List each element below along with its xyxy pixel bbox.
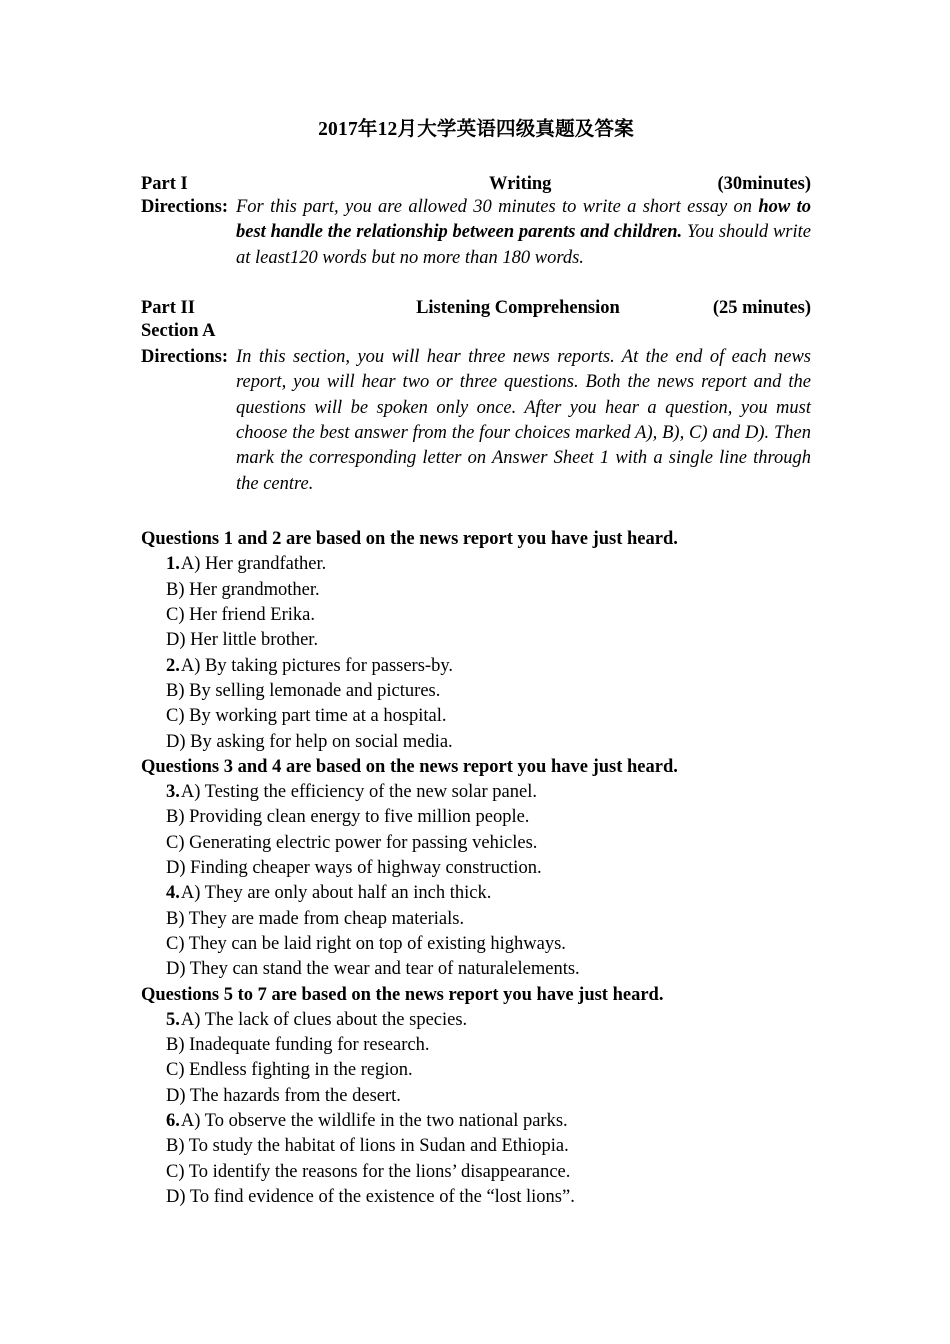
- question-number: 3.: [166, 782, 180, 803]
- question-number: 2.: [166, 655, 180, 676]
- question-item: [141, 1008, 811, 1033]
- option-text: D) Finding cheaper ways of highway construction.: [166, 858, 542, 879]
- page-content: [141, 0, 811, 1210]
- question-list: [141, 527, 811, 1210]
- option-text: C) Endless fighting in the region.: [166, 1060, 413, 1081]
- option-text: C) By working part time at a hospital.: [166, 706, 447, 727]
- option-text: A) To observe the wildlife in the two national parks.: [180, 1110, 568, 1131]
- option-text: D) To find evidence of the existence of the “lost lions”.: [166, 1186, 575, 1207]
- question-item: [141, 552, 811, 577]
- question-number: 4.: [166, 883, 180, 904]
- question-item: [141, 654, 811, 679]
- part-i-time: (30minutes): [717, 174, 811, 194]
- question-item: [141, 780, 811, 805]
- part-i-directions-pre: For this part, you are allowed 30 minutes to write a short essay on: [236, 197, 759, 217]
- option-text: A) The lack of clues about the species.: [180, 1009, 468, 1030]
- question-group-heading: Questions 5 to 7 are based on the news report you have just heard.: [141, 984, 664, 1005]
- option-text: B) To study the habitat of lions in Sudan and Ethiopia.: [166, 1136, 569, 1157]
- part-i-header: [141, 174, 811, 195]
- option-text: A) They are only about half an inch thick.: [180, 883, 492, 904]
- option-text: C) To identify the reasons for the lions’ disappearance.: [166, 1161, 571, 1182]
- question-item: [141, 1109, 811, 1134]
- part-i-directions-body: [236, 195, 811, 271]
- option-text: B) By selling lemonade and pictures.: [166, 680, 441, 701]
- question-group-heading: Questions 1 and 2 are based on the news report you have just heard.: [141, 529, 678, 550]
- part-i-directions: [141, 195, 811, 271]
- part-i-label: Part I: [141, 174, 188, 194]
- question-number: 6.: [166, 1110, 180, 1131]
- option-text: A) Testing the efficiency of the new solar panel.: [180, 782, 537, 803]
- option-text: B) They are made from cheap materials.: [166, 908, 465, 929]
- option-text: D) By asking for help on social media.: [166, 731, 453, 752]
- option-text: B) Her grandmother.: [166, 579, 320, 600]
- question-group-heading: Questions 3 and 4 are based on the news report you have just heard.: [141, 756, 678, 777]
- option-text: C) Her friend Erika.: [166, 605, 315, 626]
- question-item: [141, 881, 811, 906]
- part-i-directions-post: You should write at least120 words but no more than 180 words.: [236, 222, 811, 268]
- question-number: 5.: [166, 1009, 180, 1030]
- option-text: A) Her grandfather.: [180, 554, 327, 575]
- option-text: B) Inadequate funding for research.: [166, 1035, 430, 1056]
- part-ii-header: [141, 298, 811, 319]
- part-ii-directions-label: Directions:: [141, 346, 228, 367]
- page-title: 2017年12月大学英语四级真题及答案: [318, 119, 634, 140]
- option-text: D) Her little brother.: [166, 630, 319, 651]
- part-ii-label: Part II: [141, 298, 195, 319]
- part-i-essay-topic: how to best handle the relationship between parents and children.: [236, 197, 811, 243]
- question-number: 1.: [166, 554, 180, 575]
- part-ii-directions-body: In this section, you will hear three news reports. At the end of each news report, you will hear two or three questions. Both the news report and the questions will be spoken only once. After you hear a question, you must choose the best answer from the four choices marked A), B), C) and D). Then mark the corresponding letter on Answer Sheet 1 with a single line through the centre.: [236, 346, 811, 494]
- option-text: A) By taking pictures for passers-by.: [180, 655, 454, 676]
- part-i-directions-label: Directions:: [141, 197, 228, 217]
- option-text: C) They can be laid right on top of existing highways.: [166, 933, 566, 954]
- part-ii-name: Listening Comprehension: [416, 298, 620, 319]
- part-ii-time: (25 minutes): [712, 298, 811, 319]
- part-i-name: Writing: [489, 174, 552, 194]
- part-ii-directions: [141, 345, 811, 497]
- option-text: C) Generating electric power for passing vehicles.: [166, 832, 538, 853]
- option-text: D) The hazards from the desert.: [166, 1085, 401, 1106]
- option-text: B) Providing clean energy to five million people.: [166, 807, 530, 828]
- section-a-label: Section A: [141, 321, 216, 342]
- option-text: D) They can stand the wear and tear of naturalelements.: [166, 959, 580, 980]
